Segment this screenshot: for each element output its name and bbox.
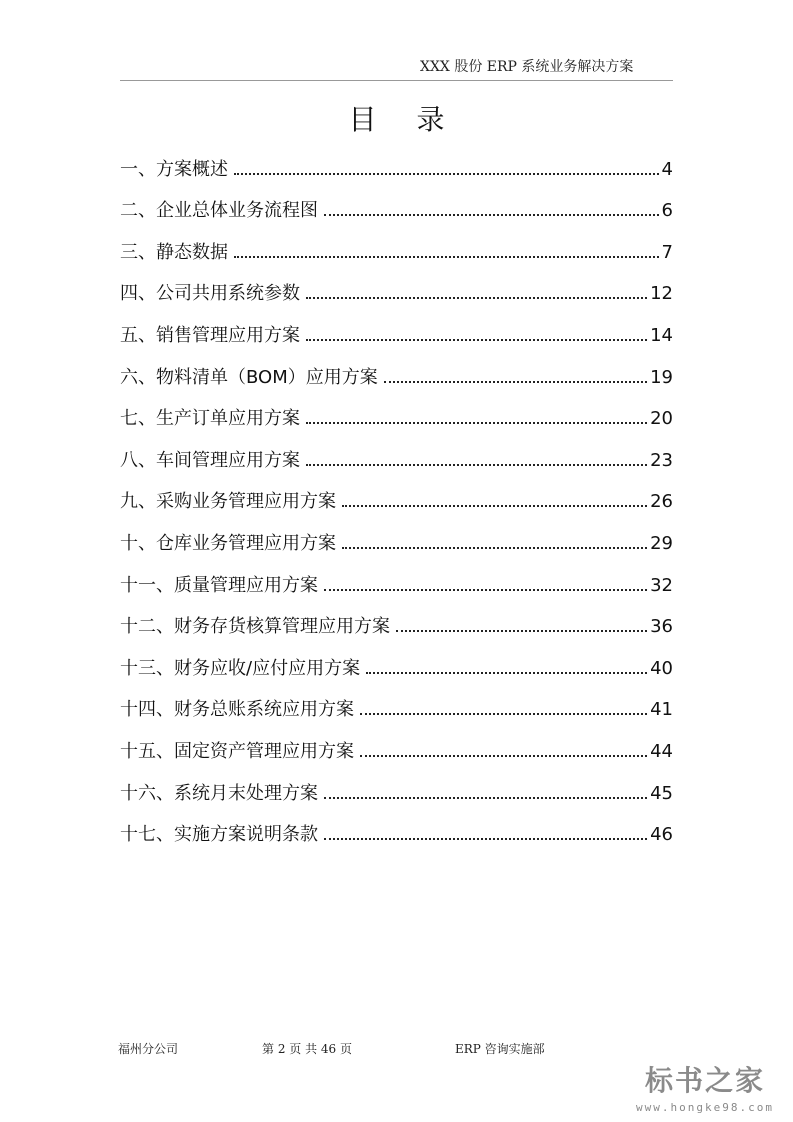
toc-entry-page: 14 [650, 324, 673, 346]
table-of-contents [120, 140, 673, 847]
toc-entry-label: 七、生产订单应用方案 [120, 408, 300, 430]
dot-leader [234, 173, 659, 175]
dot-leader [324, 214, 659, 216]
dot-leader [342, 505, 647, 507]
toc-entry-label: 十七、实施方案说明条款 [120, 824, 318, 846]
toc-entry-page: 7 [661, 241, 673, 263]
dot-leader [306, 422, 647, 424]
toc-entry-page: 12 [650, 283, 673, 305]
footer-page-number: 第 2 页 共 46 页 [262, 1042, 352, 1056]
toc-entry-label: 十五、固定资产管理应用方案 [120, 740, 354, 762]
dot-leader [306, 464, 647, 466]
dot-leader [396, 630, 647, 632]
toc-entry-page: 45 [650, 782, 673, 804]
toc-entry-page: 40 [650, 657, 673, 679]
toc-entry-label: 九、采购业务管理应用方案 [120, 491, 336, 513]
dot-leader [306, 339, 647, 341]
toc-entry[interactable] [120, 639, 673, 681]
dot-leader [324, 589, 647, 591]
toc-entry[interactable] [120, 598, 673, 640]
toc-entry-label: 十三、财务应收/应付应用方案 [120, 657, 361, 679]
toc-entry[interactable] [120, 473, 673, 515]
toc-entry-label: 十六、系统月末处理方案 [120, 782, 318, 804]
dot-leader [384, 381, 647, 383]
dot-leader [234, 256, 659, 258]
toc-entry-label: 三、静态数据 [120, 241, 228, 263]
toc-entry[interactable] [120, 764, 673, 806]
watermark [625, 1059, 785, 1114]
dot-leader [360, 755, 647, 757]
toc-entry-page: 46 [650, 824, 673, 846]
footer-department: ERP 咨询实施部 [455, 1042, 545, 1056]
toc-entry[interactable] [120, 140, 673, 182]
toc-entry-page: 44 [650, 740, 673, 762]
toc-entry-label: 二、企业总体业务流程图 [120, 200, 318, 222]
toc-entry[interactable] [120, 182, 673, 224]
toc-entry-page: 20 [650, 408, 673, 430]
toc-entry-page: 26 [650, 491, 673, 513]
toc-entry[interactable] [120, 556, 673, 598]
dot-leader [324, 838, 647, 840]
running-header: XXX 股份 ERP 系统业务解决方案 [420, 59, 634, 75]
toc-entry[interactable] [120, 390, 673, 432]
toc-entry-label: 十四、财务总账系统应用方案 [120, 699, 354, 721]
toc-entry-page: 32 [650, 574, 673, 596]
dot-leader [360, 713, 647, 715]
toc-entry[interactable] [120, 306, 673, 348]
toc-entry-label: 十二、财务存货核算管理应用方案 [120, 616, 390, 638]
dot-leader [324, 797, 647, 799]
toc-entry-page: 19 [650, 366, 673, 388]
toc-entry[interactable] [120, 223, 673, 265]
toc-entry-page: 36 [650, 616, 673, 638]
page-title: 目录 [348, 103, 485, 136]
watermark-logo: 标书之家 [644, 1064, 765, 1097]
toc-entry-page: 29 [650, 532, 673, 554]
toc-entry-page: 4 [661, 158, 673, 180]
toc-entry-label: 八、车间管理应用方案 [120, 449, 300, 471]
toc-entry-page: 23 [650, 449, 673, 471]
dot-leader [342, 547, 647, 549]
toc-entry[interactable] [120, 806, 673, 848]
footer-company: 福州分公司 [118, 1042, 179, 1056]
toc-entry-label: 十、仓库业务管理应用方案 [120, 532, 336, 554]
toc-entry[interactable] [120, 265, 673, 307]
header-divider [120, 80, 673, 81]
toc-entry-page: 41 [650, 699, 673, 721]
toc-entry[interactable] [120, 431, 673, 473]
watermark-url: www.hongke98.com [636, 1101, 774, 1114]
dot-leader [306, 297, 647, 299]
toc-entry-label: 四、公司共用系统参数 [120, 283, 300, 305]
toc-entry-page: 6 [661, 200, 673, 222]
toc-entry-label: 六、物料清单（BOM）应用方案 [120, 366, 378, 388]
toc-entry[interactable] [120, 348, 673, 390]
toc-entry[interactable] [120, 514, 673, 556]
toc-entry[interactable] [120, 681, 673, 723]
toc-entry-label: 五、销售管理应用方案 [120, 324, 300, 346]
toc-entry-label: 一、方案概述 [120, 158, 228, 180]
dot-leader [366, 672, 647, 674]
toc-entry-label: 十一、质量管理应用方案 [120, 574, 318, 596]
toc-entry[interactable] [120, 722, 673, 764]
